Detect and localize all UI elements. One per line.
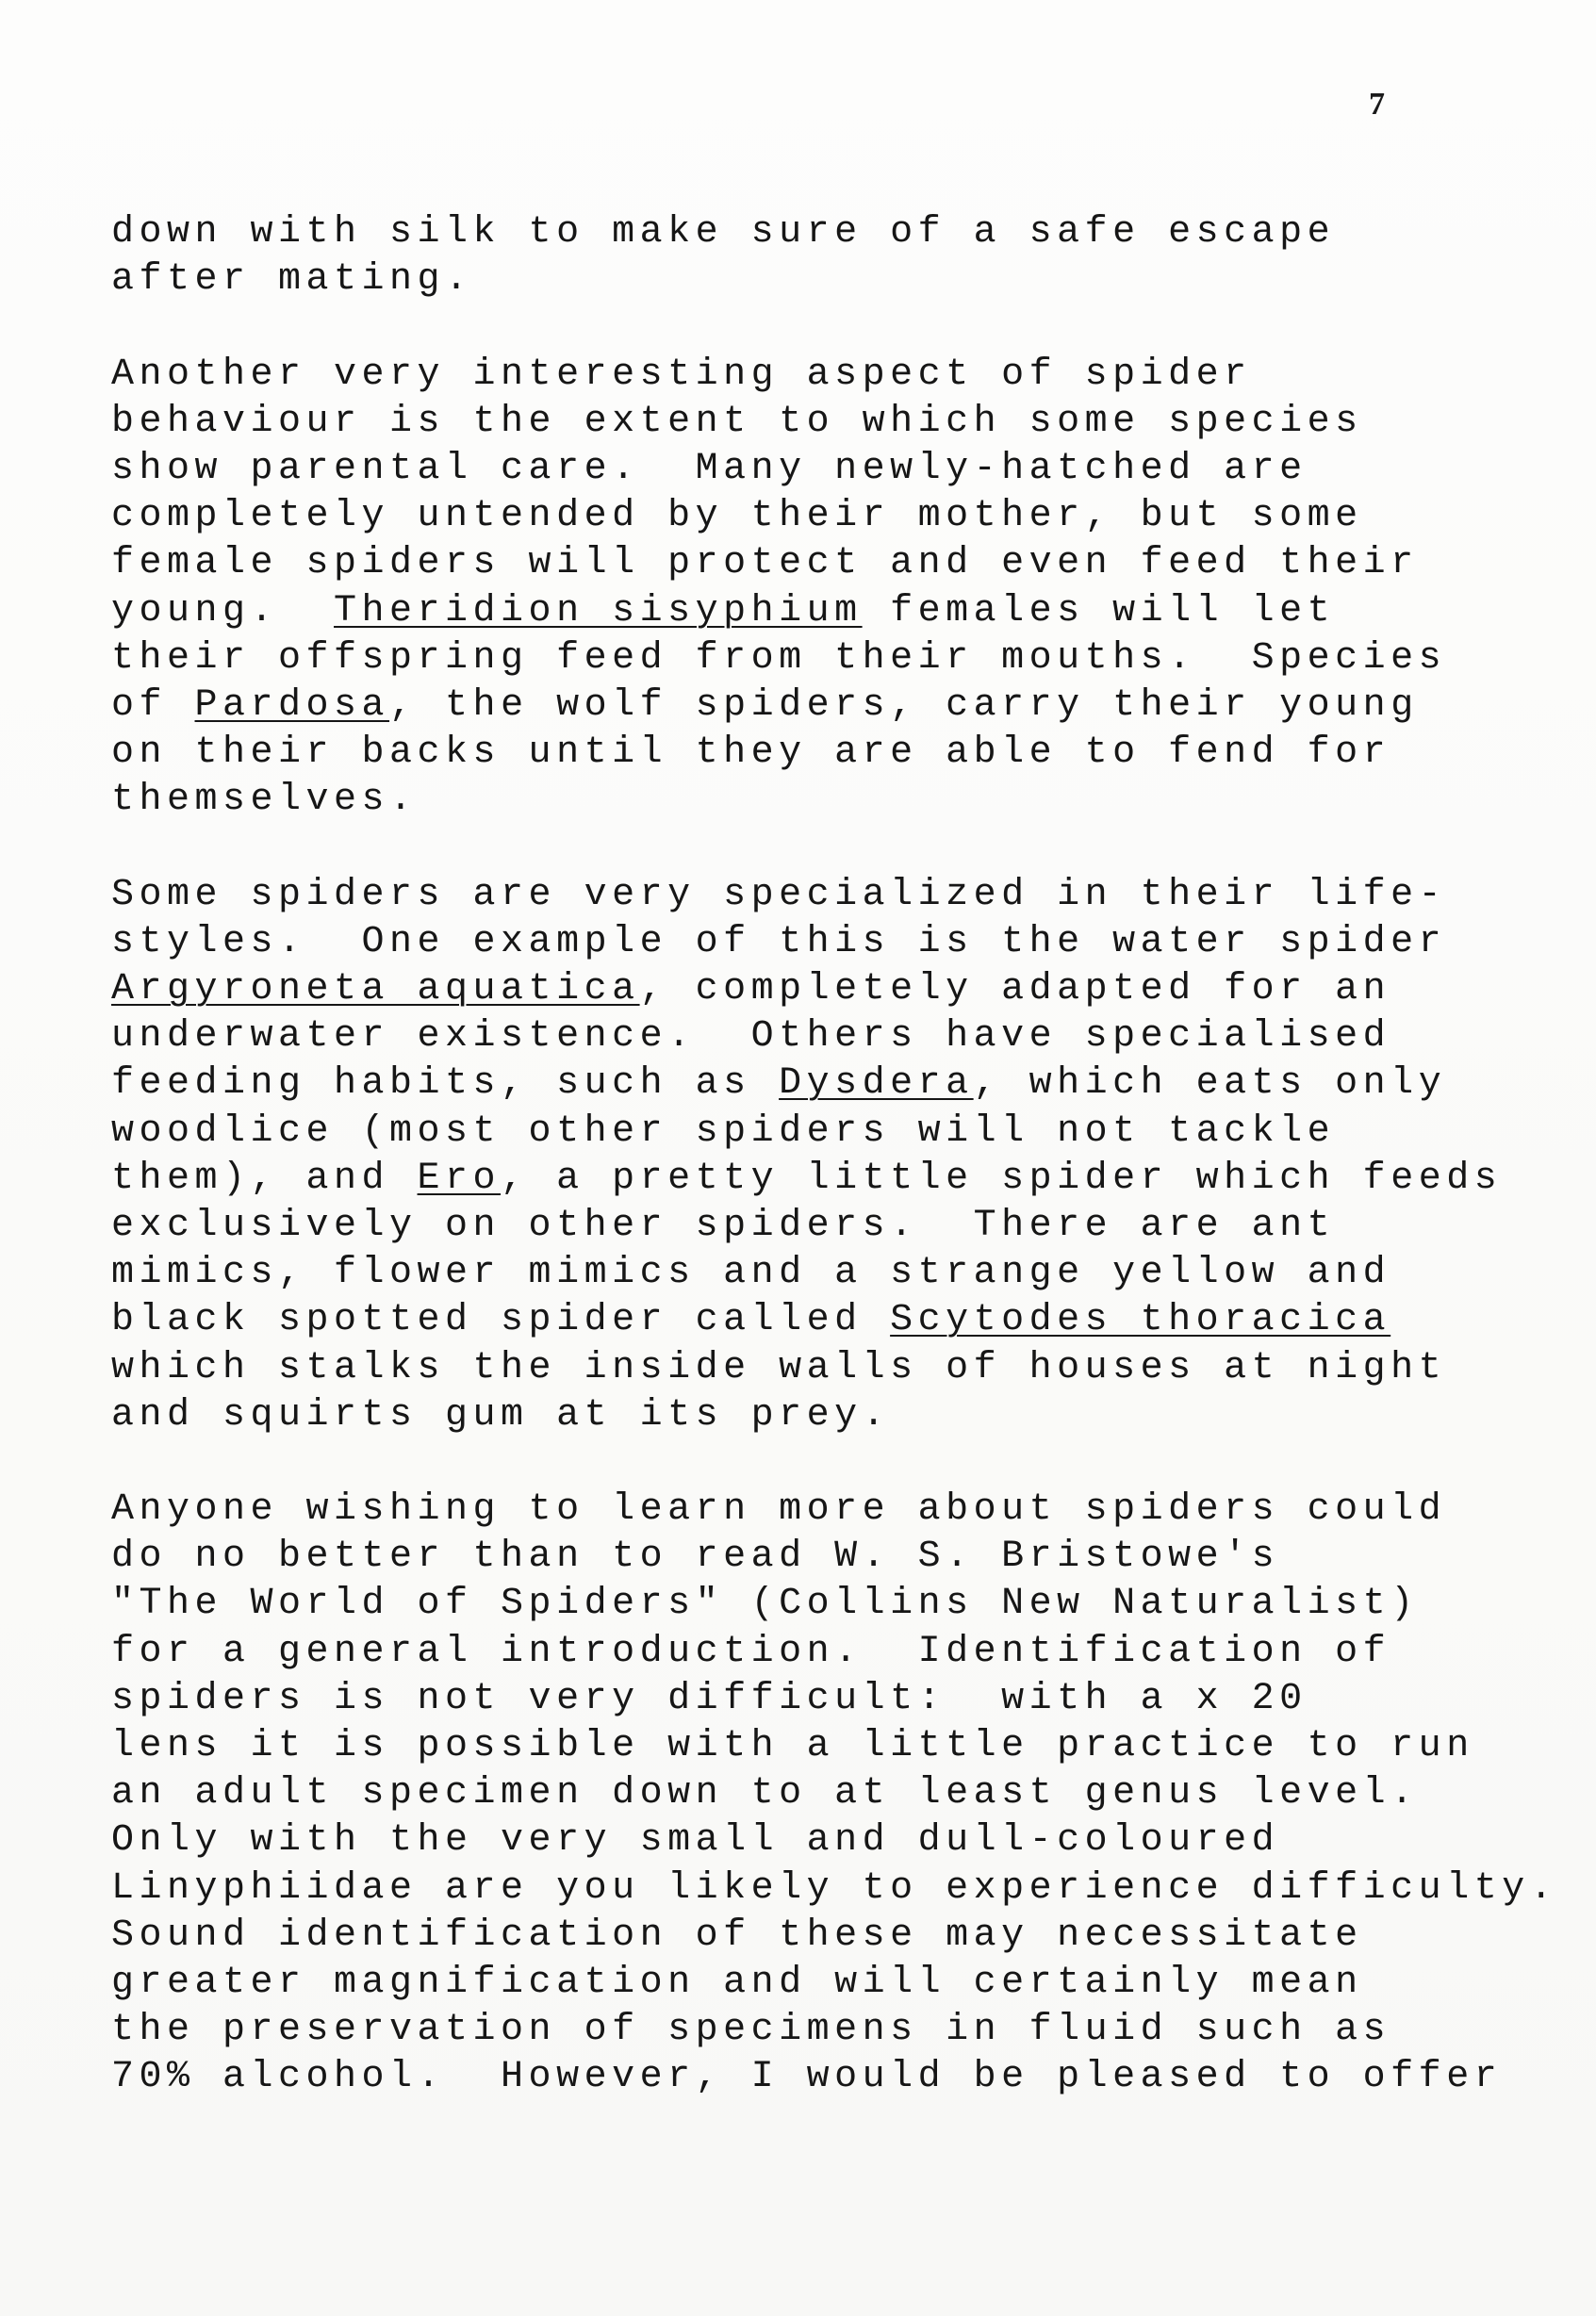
text-segment: mimics, flower mimics and a strange yellow and xyxy=(111,1252,1391,1295)
paragraph xyxy=(111,352,1582,825)
text-segment: black spotted spider called xyxy=(111,1299,891,1342)
text-segment: Sound identification of these may necessitate xyxy=(111,1914,1363,1957)
text-segment: Anyone wishing to learn more about spiders could xyxy=(111,1488,1447,1532)
text-segment: Only with the very small and dull-coloured xyxy=(111,1819,1280,1863)
text-segment: greater magnification and will certainly mean xyxy=(111,1961,1363,2004)
text-line xyxy=(111,1676,1582,1723)
text-segment: for a general introduction. Identification of xyxy=(111,1630,1391,1673)
text-line xyxy=(111,1297,1582,1344)
text-segment: their offspring feed from their mouths. Species xyxy=(111,636,1447,680)
text-line xyxy=(111,352,1582,399)
text-line xyxy=(111,635,1582,682)
text-line xyxy=(111,966,1582,1013)
text-segment: 70% alcohol. However, I would be pleased to offer xyxy=(111,2056,1503,2099)
text-line xyxy=(111,2054,1582,2101)
text-line xyxy=(111,1250,1582,1297)
text-line xyxy=(111,1534,1582,1581)
text-line xyxy=(111,1109,1582,1156)
text-line xyxy=(111,1865,1582,1913)
text-segment: , the wolf spiders, carry their young xyxy=(389,683,1419,727)
text-line xyxy=(111,730,1582,777)
paragraph xyxy=(111,209,1582,304)
underlined-taxon: Scytodes thoracica xyxy=(890,1299,1391,1342)
text-segment: "The World of Spiders" (Collins New Naturalist) xyxy=(111,1583,1419,1626)
text-segment: an adult specimen down to at least genus level. xyxy=(111,1772,1419,1815)
underlined-taxon: Pardosa xyxy=(194,683,390,727)
text-segment: after mating. xyxy=(111,258,473,302)
underlined-taxon: Argyroneta aquatica xyxy=(111,968,640,1010)
text-segment: do no better than to read W. S. Bristowe's xyxy=(111,1536,1280,1579)
text-segment: down with silk to make sure of a safe escape xyxy=(111,211,1336,254)
underlined-taxon: Dysdera xyxy=(779,1062,974,1106)
text-line xyxy=(111,1487,1582,1534)
underlined-taxon: Ero xyxy=(417,1157,502,1200)
text-segment: behaviour is the extent to which some species xyxy=(111,400,1363,443)
text-segment: show parental care. Many newly-hatched are xyxy=(111,447,1308,490)
text-line xyxy=(111,209,1582,256)
text-line xyxy=(111,399,1582,446)
text-line xyxy=(111,1960,1582,2007)
text-segment: lens it is possible with a little practice to run xyxy=(111,1725,1474,1767)
text-line xyxy=(111,919,1582,966)
text-segment: Linyphiidae are you likely to experience difficulty. xyxy=(111,1866,1558,1910)
text-segment: , completely adapted for an xyxy=(639,968,1391,1010)
text-segment: which stalks the inside walls of houses at night xyxy=(111,1346,1447,1389)
text-segment: females will let xyxy=(862,589,1336,632)
text-segment: woodlice (most other spiders will not tackle xyxy=(111,1109,1336,1153)
text-line xyxy=(111,1060,1582,1108)
underlined-taxon: Theridion sisyphium xyxy=(334,589,863,632)
text-line xyxy=(111,1581,1582,1628)
text-segment: underwater existence. Others have specialised xyxy=(111,1015,1391,1059)
text-line xyxy=(111,2007,1582,2054)
text-line xyxy=(111,1817,1582,1864)
text-segment: them), and xyxy=(111,1157,418,1200)
text-line xyxy=(111,1345,1582,1392)
body-text xyxy=(111,209,1582,2149)
text-segment: , a pretty little spider which feeds xyxy=(501,1157,1503,1200)
text-segment: and squirts gum at its prey. xyxy=(111,1393,891,1437)
paragraph xyxy=(111,1487,1582,2101)
text-line xyxy=(111,540,1582,587)
text-segment: styles. One example of this is the water spider xyxy=(111,920,1447,963)
text-segment: feeding habits, such as xyxy=(111,1062,780,1106)
text-line xyxy=(111,1392,1582,1439)
text-segment: of xyxy=(111,683,195,727)
text-segment: on their backs until they are able to fend for xyxy=(111,731,1391,775)
text-segment: , which eats only xyxy=(973,1062,1447,1106)
text-line xyxy=(111,1629,1582,1676)
text-segment: female spiders will protect and even feed their xyxy=(111,542,1419,585)
text-line xyxy=(111,872,1582,919)
text-line xyxy=(111,777,1582,824)
text-segment: the preservation of specimens in fluid such as xyxy=(111,2009,1391,2052)
text-segment: Another very interesting aspect of spider xyxy=(111,353,1252,396)
text-segment: themselves. xyxy=(111,779,418,822)
text-line xyxy=(111,682,1582,730)
text-line xyxy=(111,1013,1582,1060)
text-line xyxy=(111,1203,1582,1250)
text-line xyxy=(111,446,1582,493)
text-segment: completely untended by their mother, but some xyxy=(111,495,1363,538)
text-line xyxy=(111,588,1582,635)
text-segment: exclusively on other spiders. There are ant xyxy=(111,1204,1336,1247)
text-segment: spiders is not very difficult: with a x 20 xyxy=(111,1677,1308,1720)
text-line xyxy=(111,1156,1582,1203)
text-segment: young. xyxy=(111,589,335,632)
text-line xyxy=(111,1723,1582,1770)
text-line xyxy=(111,1913,1582,1960)
text-line xyxy=(111,256,1582,304)
page-number: 7 xyxy=(1369,87,1385,122)
text-line xyxy=(111,493,1582,540)
paragraph xyxy=(111,872,1582,1439)
text-line xyxy=(111,1770,1582,1817)
text-segment: Some spiders are very specialized in their life- xyxy=(111,873,1447,916)
